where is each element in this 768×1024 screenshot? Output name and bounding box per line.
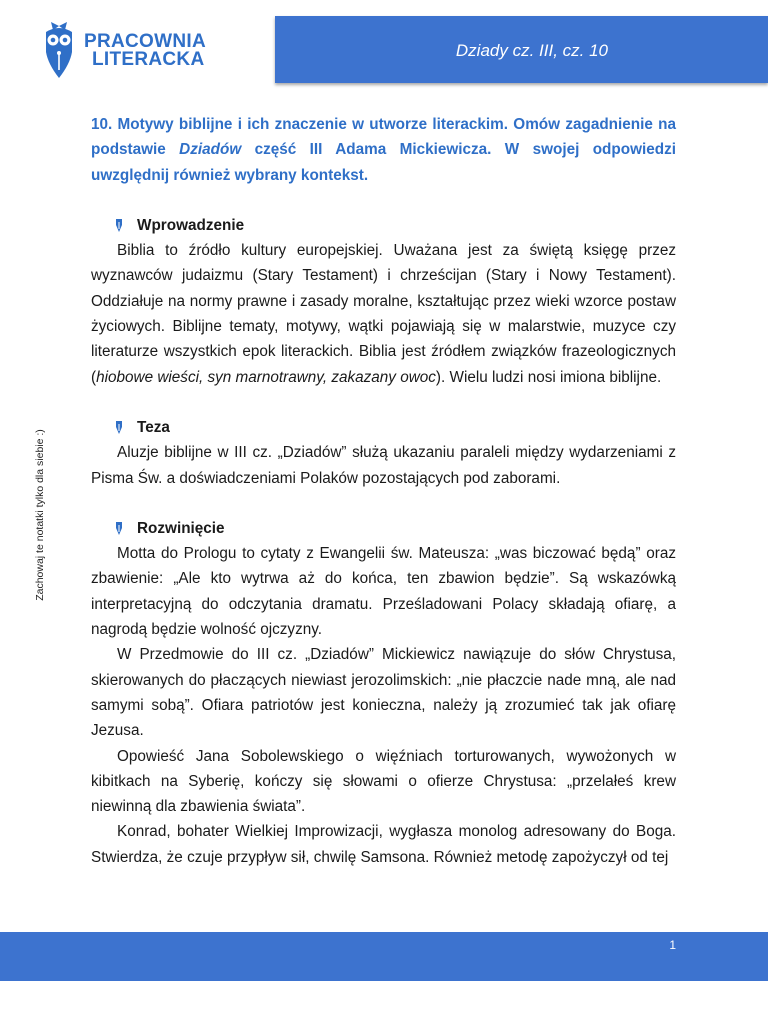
owl-pen-logo-icon bbox=[42, 22, 76, 80]
paragraph: W Przedmowie do III cz. „Dziadów” Mickiewicz nawiązuje do słów Chrystusa, skierowanych do płaczących niewiast jerozolimskich: „nie płaczcie nade mną, ale nad samymi sobą”. Ofiara patriotów jest konieczna, należy ją zrozumieć tak jak ofiarę Jezusa. bbox=[91, 646, 676, 740]
section-heading-intro bbox=[91, 213, 676, 238]
section-intro bbox=[91, 213, 676, 390]
question-part-2: część III Adama Mickiewicza. W swojej odpowiedzi uwzględnij również wybrany kontekst. bbox=[91, 141, 676, 184]
logo-wordmark bbox=[84, 33, 206, 69]
logo-line-1: PRACOWNIA bbox=[84, 31, 206, 52]
pen-nib-icon bbox=[115, 219, 123, 232]
pen-nib-icon bbox=[115, 522, 123, 535]
paragraph bbox=[91, 238, 676, 390]
section-heading-thesis bbox=[91, 415, 676, 440]
page-title: Dziady cz. III, cz. 10 bbox=[455, 41, 608, 60]
section-heading-body-label: Rozwinięcie bbox=[137, 519, 225, 537]
section-heading-body bbox=[91, 516, 676, 541]
intro-text-2: ). Wielu ludzi nosi imiona biblijne. bbox=[435, 368, 662, 386]
question-text bbox=[91, 112, 676, 188]
paragraph: Motta do Prologu to cytaty z Ewangelii św. Mateusza: „was biczować będą” oraz zbawienie: „Ale kto wytrwa aż do końca, ten zbawion będzie”. Są wskazówką interpretacyjną do odczytania dramatu. Prześladowani Polacy składają ofiarę, a nagrodą będzie wolność ojczyzny. bbox=[91, 545, 676, 639]
logo bbox=[42, 22, 206, 80]
question-italic: Dziadów bbox=[179, 141, 242, 159]
paragraph: Aluzje biblijne w III cz. „Dziadów” służą ukazaniu paraleli między wydarzeniami z Pisma Św. a doświadczeniami Polaków pozostających pod zaborami. bbox=[91, 444, 676, 487]
intro-text-1: Biblia to źródło kultury europejskiej. Uważana jest za świętą księgę przez wyznawców judaizmu (Stary Testament) i chrześcijan (Stary i Nowy Testament). Oddziałuje na normy prawne i zasady moralne, kształtując przez wieki wzorce postaw życiowych. Biblijne tematy, motywy, wątki pojawiają się w malarstwie, muzyce czy literaturze wszystkich epok literackich. Biblia jest źródłem związków frazeologicznych ( bbox=[91, 242, 676, 386]
intro-italic: hiobowe wieści, syn marnotrawny, zakazany owoc bbox=[96, 368, 436, 386]
pen-nib-icon bbox=[115, 421, 123, 434]
question-part-1: 10. Motywy biblijne i ich znaczenie w utworze literackim. Omów zagadnienie na podstawie bbox=[91, 116, 676, 159]
section-body bbox=[91, 516, 676, 870]
side-note: Zachowaj te notatki tylko dla siebie :) bbox=[34, 429, 46, 601]
section-heading-intro-label: Wprowadzenie bbox=[137, 216, 245, 234]
document-content bbox=[91, 112, 676, 870]
paragraph: Opowieść Jana Sobolewskiego o więźniach torturowanych, wywożonych w kibitkach na Syberię, kończy się słowami o ofierze Chrystusa: „przelałeś krew niewinną dla zbawienia świata”. bbox=[91, 747, 676, 816]
page-number: 1 bbox=[669, 938, 676, 952]
paragraph: Konrad, bohater Wielkiej Improwizacji, wygłasza monolog adresowany do Boga. Stwierdza, że czuje przypływ sił, chwilę Samsona. Również metodę zapożyczył od tej bbox=[91, 823, 676, 866]
section-heading-thesis-label: Teza bbox=[137, 418, 170, 436]
footer-bar bbox=[0, 932, 768, 981]
logo-line-2: LITERACKA bbox=[92, 49, 205, 70]
section-thesis bbox=[91, 415, 676, 491]
